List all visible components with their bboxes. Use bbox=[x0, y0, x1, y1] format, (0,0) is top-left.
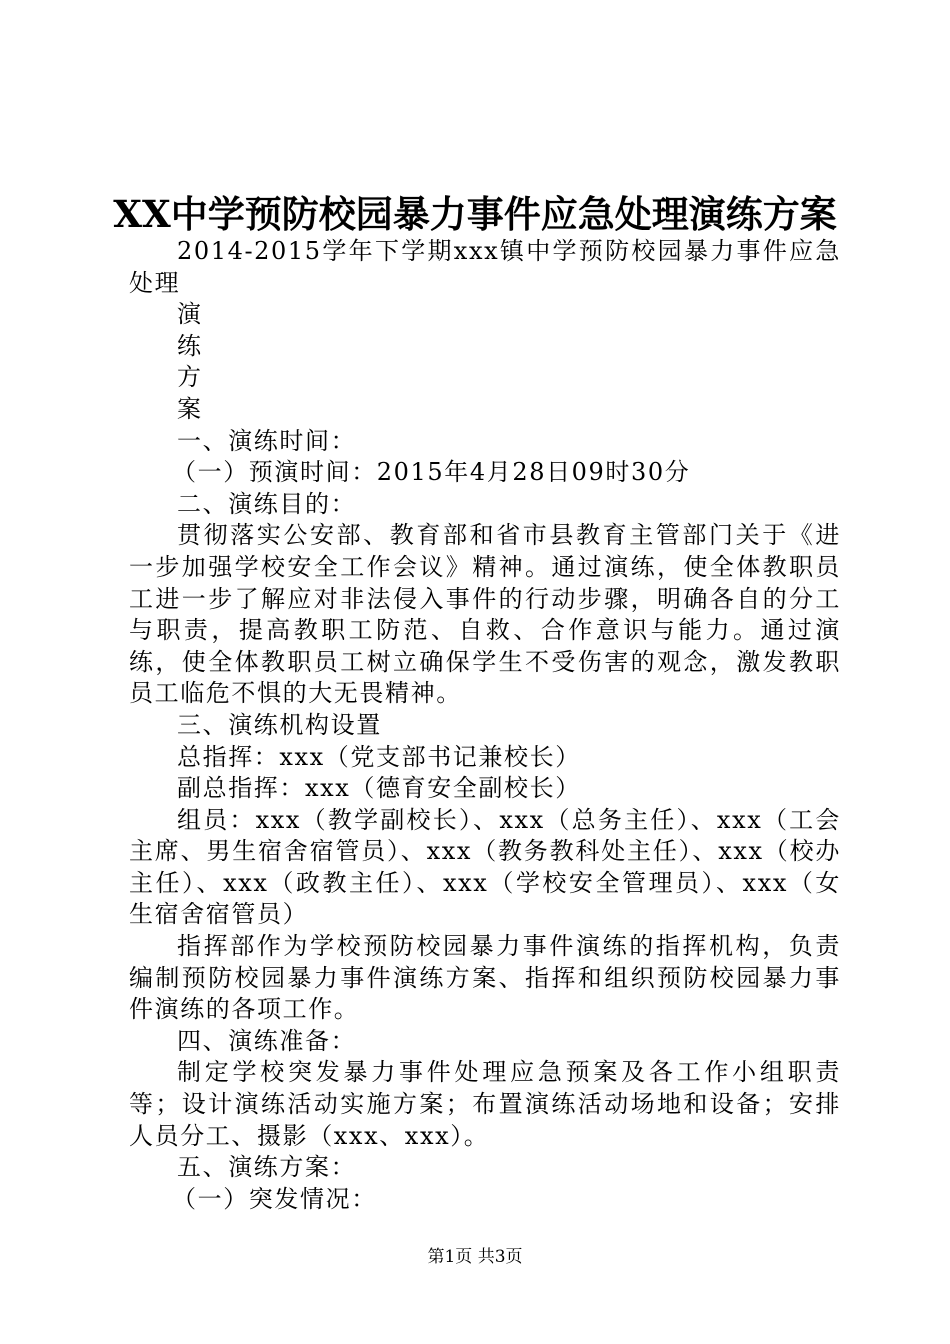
section-heading: 四、演练准备： bbox=[177, 1026, 357, 1055]
section-heading: 二、演练目的： bbox=[177, 489, 357, 518]
paragraph-body: 指挥部作为学校预防校园暴力事件演练的指挥机构，负责编制预防校园暴力事件演练方案、指挥和组织预防校园暴力事件演练的各项工作。 bbox=[129, 932, 841, 1024]
paragraph-body: 贯彻落实公安部、教育部和省市县教育主管部门关于《进一步加强学校安全工作会议》精神。通过演练，使全体教职员工进一步了解应对非法侵入事件的行动步骤，明确各自的分工与职责，提高教职工防范、自救、合作意识与能力。通过演练，使全体教职员工树立确保学生不受伤害的观念，激发教职员工临危不惧的大无畏精神。 bbox=[129, 521, 841, 708]
paragraph-item: （一）预演时间：2015年4月28日09时30分 bbox=[172, 458, 691, 487]
section-heading: 三、演练机构设置 bbox=[177, 710, 382, 739]
section-heading: 一、演练时间： bbox=[177, 426, 357, 455]
paragraph-vertical-char: 演 bbox=[177, 300, 203, 329]
document-title: XX中学预防校园暴力事件应急处理演练方案 bbox=[113, 192, 837, 236]
paragraph-vertical-char: 方 bbox=[177, 363, 203, 392]
section-heading: 五、演练方案： bbox=[177, 1153, 357, 1182]
paragraph-vertical-char: 案 bbox=[177, 394, 203, 423]
paragraph-item: 总指挥：xxx（党支部书记兼校长） bbox=[177, 742, 581, 771]
paragraph-body: 组员：xxx（教学副校长）、xxx（总务主任）、xxx（工会主席、男生宿舍宿管员）、xxx（教务教科处主任）、xxx（校办主任）、xxx（政教主任）、xxx（学校安全管理员）、xxx（女生宿舍宿管员） bbox=[129, 805, 841, 929]
paragraph-body: 制定学校突发暴力事件处理应急预案及各工作小组职责等；设计演练活动实施方案；布置演练活动场地和设备；安排人员分工、摄影（xxx、xxx）。 bbox=[129, 1058, 841, 1150]
document-body bbox=[129, 236, 841, 1215]
paragraph-item: 副总指挥：xxx（德育安全副校长） bbox=[177, 774, 581, 803]
page-footer: 第1页 共3页 bbox=[427, 1247, 523, 1267]
paragraph-subtitle: 2014-2015学年下学期xxx镇中学预防校园暴力事件应急处理 bbox=[129, 237, 841, 297]
paragraph-item: （一）突发情况： bbox=[172, 1184, 377, 1213]
paragraph-vertical-char: 练 bbox=[177, 331, 203, 360]
